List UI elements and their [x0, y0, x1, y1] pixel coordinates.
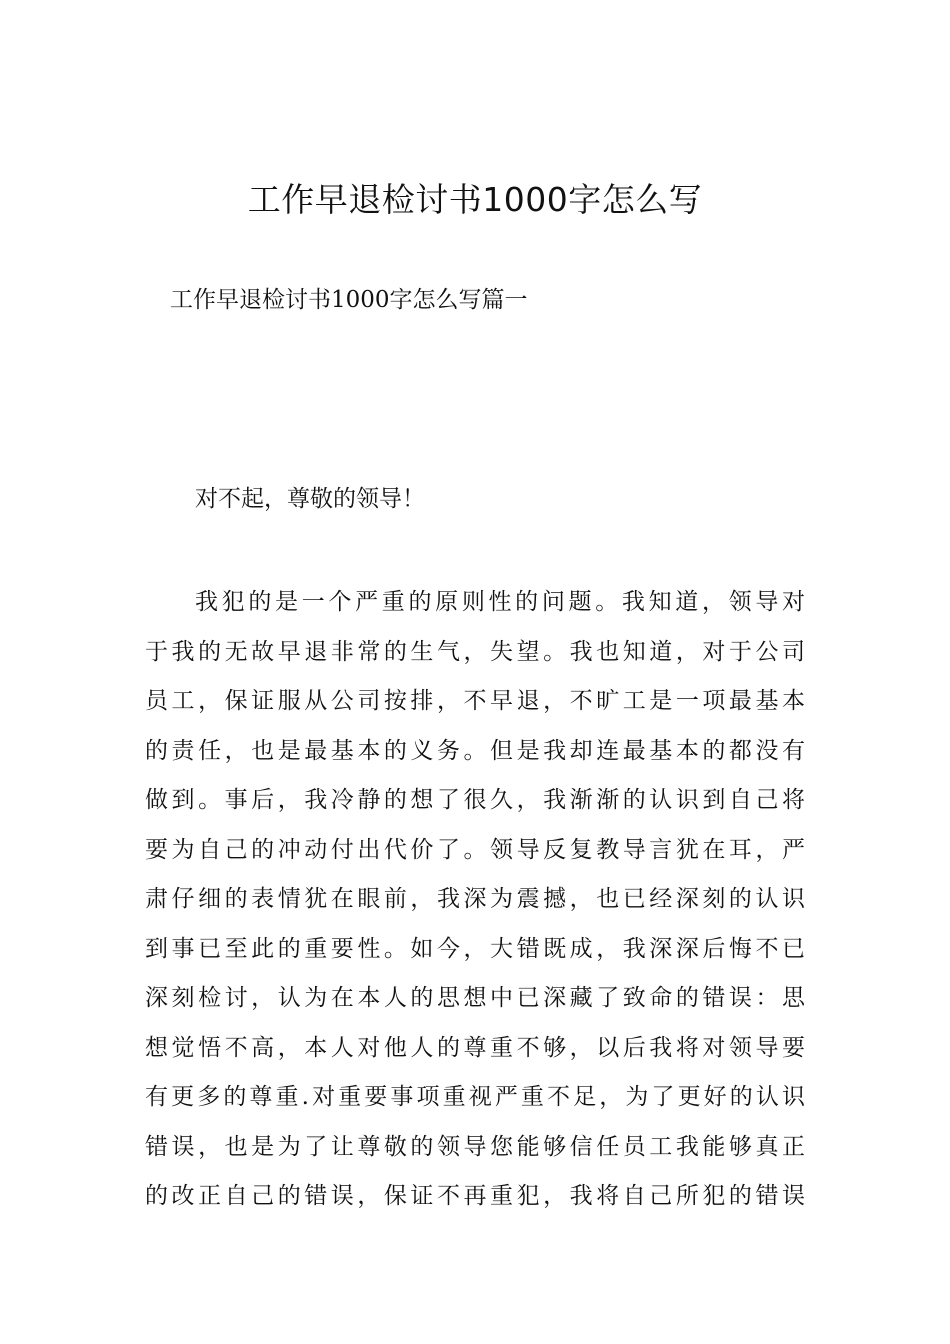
body-line: 到事已至此的重要性。如今，大错既成，我深深后悔不已 — [145, 935, 805, 962]
body-line: 肃仔细的表情犹在眼前，我深为震撼，也已经深刻的认识 — [145, 886, 805, 912]
body-line: 想觉悟不高，本人对他人的尊重不够，以后我将对领导要 — [145, 1034, 805, 1061]
letter-body — [145, 578, 805, 1222]
body-line: 的责任，也是最基本的义务。但是我却连最基本的都没有 — [145, 737, 805, 764]
body-line: 的改正自己的错误，保证不再重犯，我将自己所犯的错误 — [145, 1183, 805, 1209]
body-line: 有更多的尊重.对重要事项重视严重不足，为了更好的认识 — [145, 1084, 805, 1110]
body-line: 我犯的是一个严重的原则性的问题。我知道，领导对 — [195, 589, 805, 615]
letter-greeting: 对不起，尊敬的领导！ — [195, 486, 425, 512]
body-line: 深刻检讨，认为在本人的思想中已深藏了致命的错误：思 — [145, 985, 805, 1011]
document-title: 工作早退检讨书1000字怎么写 — [247, 180, 703, 219]
body-line: 于我的无故早退非常的生气，失望。我也知道，对于公司 — [145, 638, 805, 665]
body-line: 做到。事后，我冷静的想了很久，我渐渐的认识到自己将 — [145, 787, 805, 813]
body-line: 要为自己的冲动付出代价了。领导反复教导言犹在耳，严 — [145, 836, 805, 863]
document-subtitle: 工作早退检讨书1000字怎么写篇一 — [170, 287, 528, 313]
body-line: 错误，也是为了让尊敬的领导您能够信任员工我能够真正 — [145, 1133, 805, 1160]
body-line: 员工，保证服从公司按排，不早退，不旷工是一项最基本 — [145, 688, 805, 714]
